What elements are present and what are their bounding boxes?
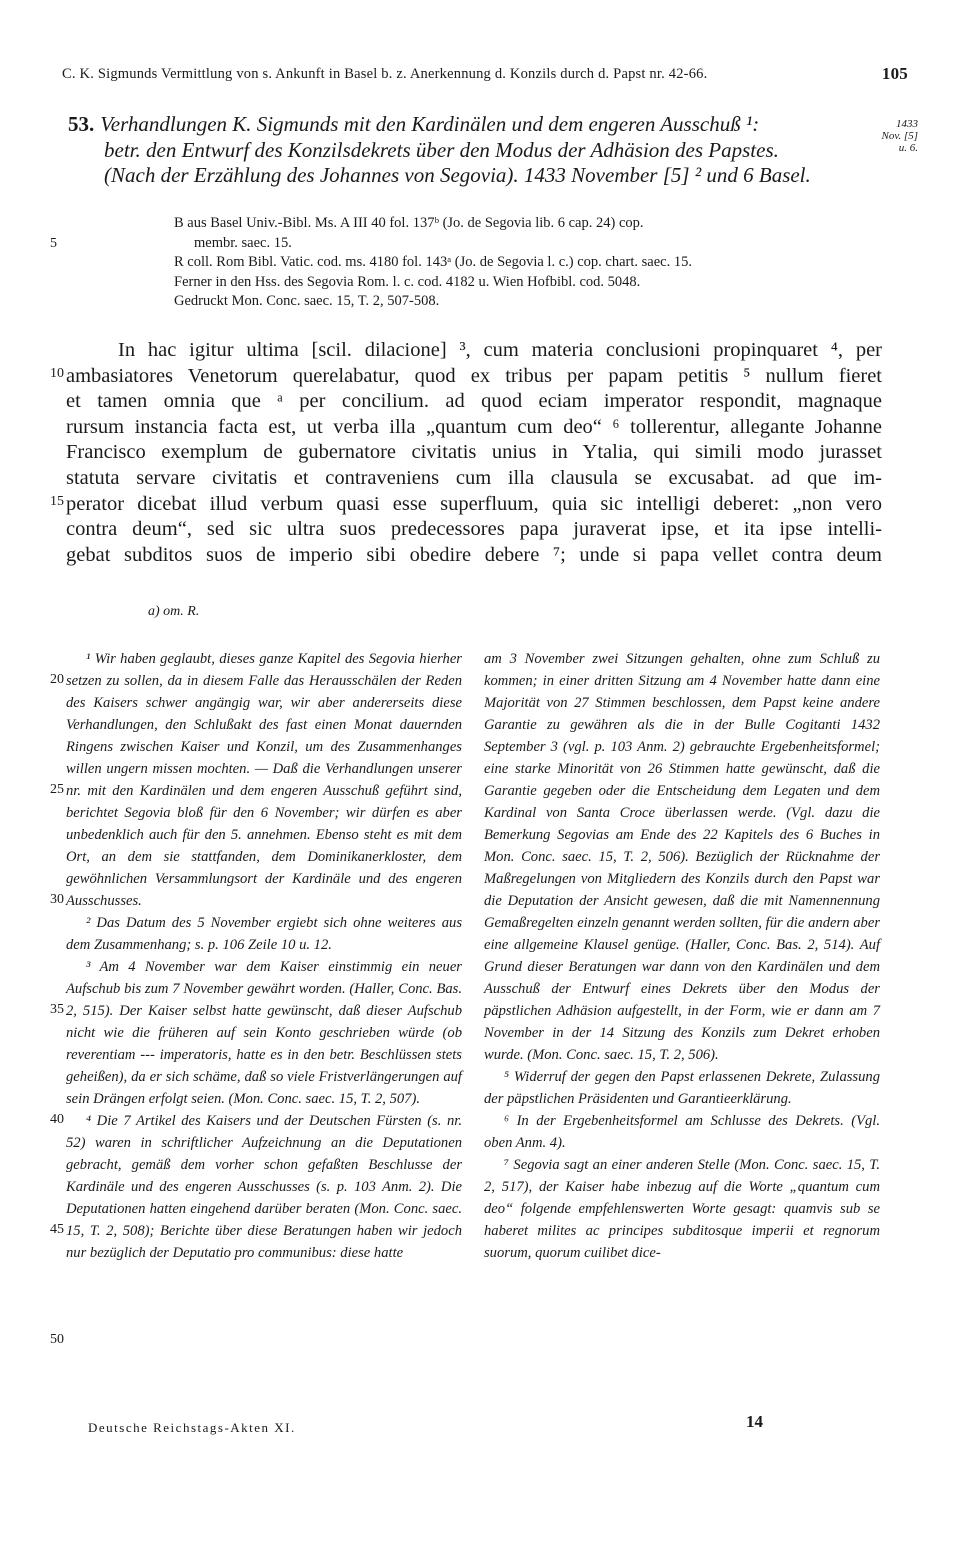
running-head-title: C. K. Sigmunds Vermittlung von s. Ankunft in Basel b. z. Anerkennung d. Konzils durch d. Papst nr. 42-66.	[62, 66, 708, 82]
source-line: B aus Basel Univ.-Bibl. Ms. A III 40 fol. 137ᵇ (Jo. de Segovia lib. 6 cap. 24) cop.	[174, 215, 644, 231]
source-list	[174, 214, 914, 312]
margin-year: 1433	[896, 118, 918, 130]
source-line: R coll. Rom Bibl. Vatic. cod. ms. 4180 fol. 143ᵃ (Jo. de Segovia l. c.) cop. chart. saec. 15.	[174, 254, 692, 270]
text-line: contra deum“, sed sic ultra suos predecessores papa juraverat ipse, et ita ipse intelli-	[66, 518, 882, 541]
margin-month: Nov. [5]	[881, 130, 918, 142]
critical-apparatus: a) om. R.	[148, 604, 200, 619]
line-number: 10	[50, 366, 64, 381]
footnotes-right-column	[484, 648, 880, 1264]
line-number: 5	[50, 236, 57, 251]
source-line: membr. saec. 15.	[194, 234, 292, 251]
heading-line-1: Verhandlungen K. Sigmunds mit den Kardinälen und dem engeren Ausschuß ¹:	[100, 112, 760, 136]
footnote: ⁴ Die 7 Artikel des Kaisers und der Deutschen Fürsten (s. nr. 52) waren in schriftlicher Aufzeichnung an die Deputationen gebracht, gemäß dem vorher schon gefaßten Beschlusse der Kardinäle und des engeren Ausschusses (s. p. 103 Anm. 2). Die Deputationen hatten eingehend darüber beraten (Mon. Conc. saec. 15, T. 2, 508); Berichte über diese Beratungen haben wir jedoch nur bezüglich der Deputatio pro communibus: diese hatte	[66, 1113, 462, 1261]
sheet-signature: 14	[746, 1412, 763, 1431]
footnote: ² Das Datum des 5 November ergiebt sich ohne weiteres aus dem Zusammenhang; s. p. 106 Zeile 10 u. 12.	[66, 915, 462, 953]
line-number: 35	[50, 1002, 64, 1017]
document-number: 53.	[68, 112, 95, 136]
line-number: 40	[50, 1112, 64, 1127]
footnote: ⁶ In der Ergebenheitsformel am Schlusse des Dekrets. (Vgl. oben Anm. 4).	[484, 1113, 880, 1151]
text-line: gebat subditos suos de imperio sibi obedire debere ⁷; unde si papa vellet contra deum	[66, 543, 882, 566]
text-line: rursum instancia facta est, ut verba illa „quantum cum deo“ ⁶ tollerentur, allegante Johanne	[66, 415, 882, 438]
footnote: ¹ Wir haben geglaubt, dieses ganze Kapitel des Segovia hierher setzen zu sollen, da in diesem Falle das Herausschälen der Reden des Kaisers schwer angängig war, wir aber andererseits diese Verhandlungen, den Schlußakt des fast einen Monat dauernden Ringens zwischen Kaiser und Konzil, um des Zusammenhanges willen ungern missen mochten. — Daß die Verhandlungen unserer nr. mit den Kardinälen und dem engeren Ausschuß geführt sind, berichtet Segovia bloß für den 6 November; wir dürfen es aber unbedenklich auch für den 5. annehmen. Ebenso steht es mit dem Ort, an dem sie stattfanden, dem Dominikanerkloster, dem gewöhnlichen Versammlungsort der Kardinäle und des engeren Ausschusses.	[66, 651, 462, 909]
source-line: Gedruckt Mon. Conc. saec. 15, T. 2, 507-508.	[174, 293, 440, 309]
page-number: 105	[881, 64, 908, 83]
page-footer	[88, 1412, 888, 1436]
source-line: Ferner in den Hss. des Segovia Rom. l. c. cod. 4182 u. Wien Hofbibl. cod. 5048.	[174, 273, 641, 290]
margin-day: u. 6.	[898, 142, 918, 154]
main-text	[66, 338, 882, 568]
text-line: statuta servare civitatis et contraveniens cum illa clausula se excusabat. ad que im-	[66, 466, 882, 489]
footnote: am 3 November zwei Sitzungen gehalten, ohne zum Schluß zu kommen; in einer dritten Sitzung am 4 November hatte dann eine Majorität von 27 Stimmen beschlossen, dem Papst keine andere Garantie zu gewähren als die in der Bulle Cogitanti 1432 September 3 (vgl. p. 103 Anm. 2) gebrauchte Ergebenheitsformel; eine starke Minorität von 26 Stimmen hatte gewünscht, daß die Garantie gegeben oder die Entscheidung dem Legaten und dem Kardinal von Santa Croce überlassen werde. (Vgl. dazu die Bemerkung Segovias am Ende des 22 Kapitels des 6 Buches in Mon. Conc. saec. 15, T. 2, 506). Bezüglich der Rücknahme der Maßregelungen von Mitgliedern des Konzils durch den Papst war die Deputation der Ansicht gewesen, daß die mit Namennennung Gemaßregelten einzeln genannt werden sollten, für die andern aber eine allgemeine Klausel genüge. (Haller, Conc. Bas. 2, 514). Auf Grund dieser Beratungen war dann von den Kardinälen und dem Ausschuß der Entwurf eines Dekrets über den Modus der päpstlichen Adhäsion aufgestellt, in der Form, wie er dann am 7 November in der 14 Sitzung des Konzils zum Dekret erhoben wurde. (Mon. Conc. saec. 15, T. 2, 506).	[484, 651, 880, 1063]
text-line: In hac igitur ultima [scil. dilacione] ³, cum materia conclusioni propinquaret ⁴, per	[118, 339, 882, 361]
footnote: ⁷ Segovia sagt an einer anderen Stelle (Mon. Conc. saec. 15, T. 2, 517), der Kaiser habe inbezug auf die Worte „quantum cum deo“ folgende empfehlenswerten Worte gesagt: quamvis sub se haberet milites ac principes subditosque imperii et regnorum suorum, quorum cuilibet dice-	[484, 1157, 880, 1261]
heading-line-3: (Nach der Erzählung des Johannes von Segovia). 1433 November [5] ² und 6 Basel.	[104, 163, 811, 187]
text-line: Francisco exemplum de gubernatore civitatis unius in Ytalia, qui simili modo jurasset	[66, 441, 882, 464]
line-number: 20	[50, 672, 64, 687]
document-heading	[68, 112, 888, 189]
line-number: 25	[50, 782, 64, 797]
text-line: et tamen omnia que ᵃ per concilium. ad quod eciam imperator respondit, magnaque	[66, 390, 882, 413]
line-number: 45	[50, 1222, 64, 1237]
series-title: Deutsche Reichstags-Akten XI.	[88, 1420, 296, 1435]
heading-line-2: betr. den Entwurf des Konzilsdekrets über den Modus der Adhäsion des Papstes.	[104, 137, 779, 162]
text-line: ambasiatores Venetorum querelabatur, quod ex tribus per papam petitis ⁵ nullum fieret	[66, 364, 882, 387]
line-number: 15	[50, 494, 64, 509]
line-number: 30	[50, 892, 64, 907]
footnote: ³ Am 4 November war dem Kaiser einstimmig ein neuer Aufschub bis zum 7 November gewährt worden. (Haller, Conc. Bas. 2, 515). Der Kaiser selbst hatte gewünscht, daß dieser Aufschub nicht wie die früheren auf sein Konto geschrieben würde (ob reverentiam --- imperatoris, hatte es in den betr. Beschlüssen stets geheißen), da er sich schäme, daß so viele Fristverlängerungen auf sein Drängen erfolgt seien. (Mon. Conc. saec. 15, T. 2, 507).	[66, 959, 462, 1107]
line-number: 50	[50, 1332, 64, 1347]
text-line: perator dicebat illud verbum quasi esse superfluum, quia sic intelligi deberet: „non vero	[66, 492, 882, 515]
footnotes-left-column	[66, 648, 462, 1264]
footnote: ⁵ Widerruf der gegen den Papst erlassenen Dekrete, Zulassung der päpstlichen Präsidenten und Garantieerklärung.	[484, 1069, 880, 1107]
